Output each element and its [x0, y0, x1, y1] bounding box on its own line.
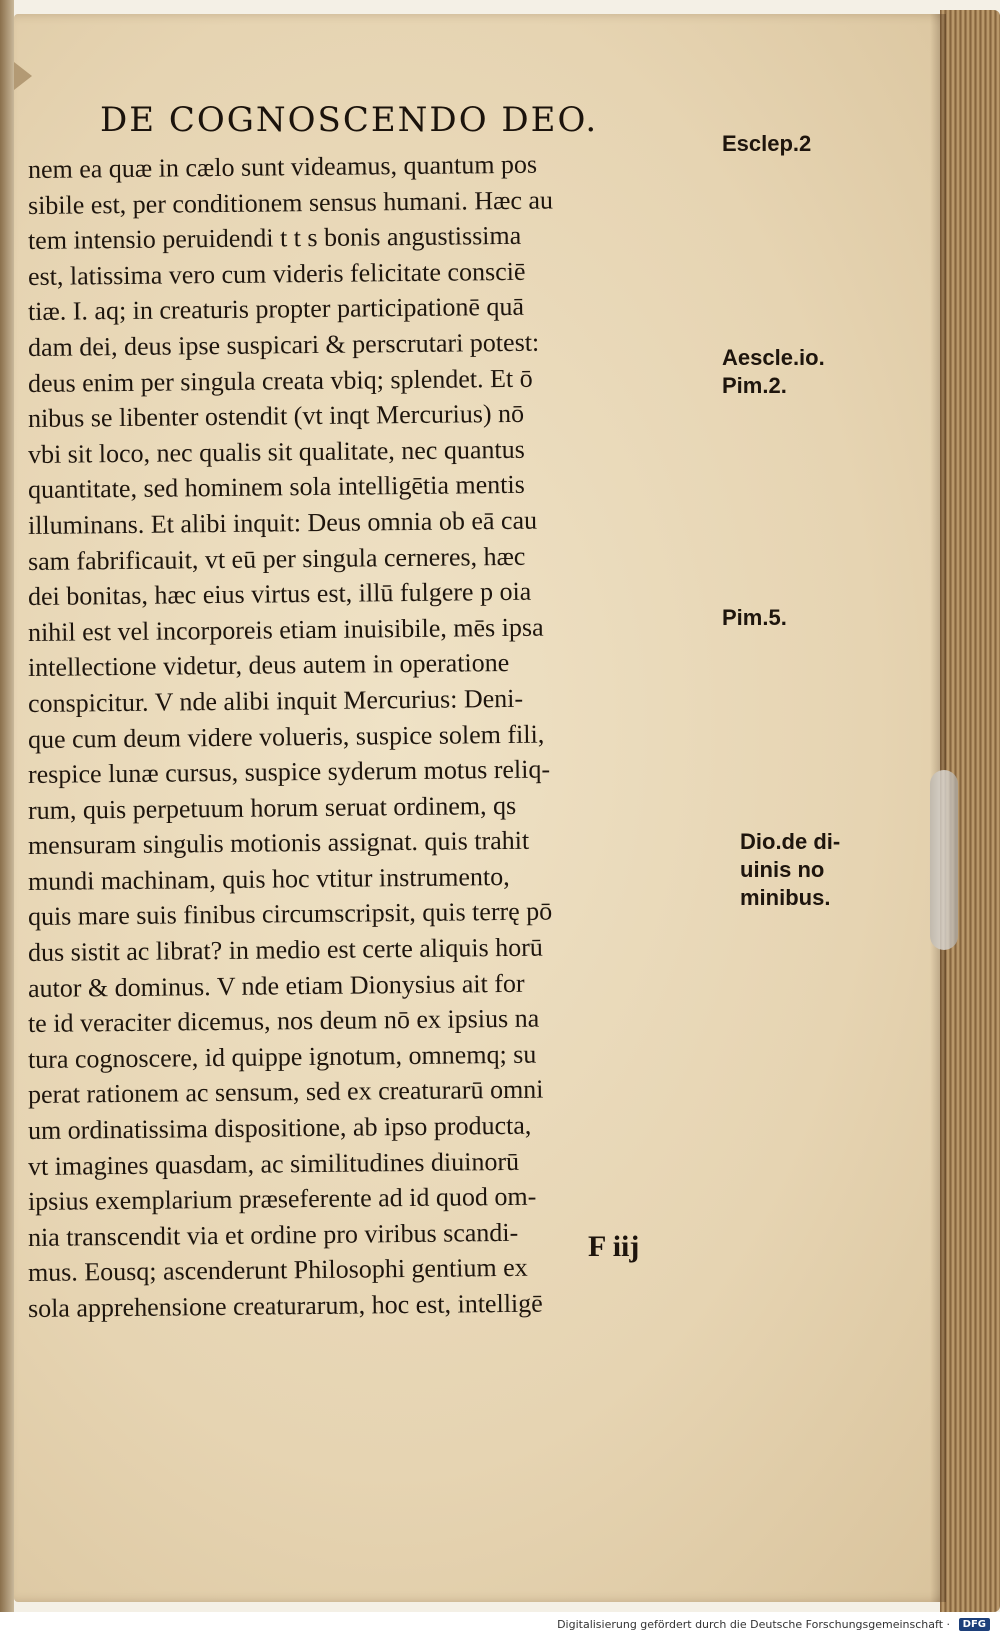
binding-edge	[0, 0, 14, 1612]
marginal-note-line: Pim.5.	[722, 605, 787, 630]
text-line: mus. Eousq; ascenderunt Philosophi gentium ex	[27, 1253, 528, 1288]
text-line: dam dei, deus ipse suspicari & perscrutari potest:	[27, 327, 540, 362]
corner-fold	[14, 62, 32, 90]
text-line: um ordinatissima dispositione, ab ipso producta,	[27, 1110, 532, 1146]
running-head: DE COGNOSCENDO DEO.	[100, 100, 599, 140]
text-line: illuminans. Et alibi inquit: Deus omnia ob eā cau	[27, 505, 538, 540]
digitization-footer	[0, 1612, 1000, 1642]
marginal-note-line: Aescle.io.	[722, 345, 825, 370]
marginal-note-line: minibus.	[740, 885, 831, 910]
text-line: nihil est vel incorporeis etiam inuisibile, mēs ipsa	[27, 612, 544, 647]
marginal-note-aescle	[722, 344, 825, 400]
text-line: dei bonitas, hæc eius virtus est, illū fulgere p oia	[27, 576, 532, 612]
text-line: vbi sit loco, nec qualis sit qualitate, nec quantus	[27, 434, 525, 469]
text-line: quantitate, sed hominem sola intelligētia mentis	[27, 470, 525, 505]
text-line: nibus se libenter ostendit (vt inqt Mercurius) nō	[27, 398, 525, 434]
marginal-note-line: Esclep.2	[722, 131, 812, 156]
page-clip	[930, 770, 958, 950]
text-line: autor & dominus. V nde etiam Dionysius ait for	[27, 968, 525, 1003]
text-line: rum, quis perpetuum horum seruat ordinem, qs	[27, 790, 517, 825]
marginal-note-esclep	[722, 130, 811, 158]
text-line: deus enim per singula creata vbiq; splendet. Et ō	[27, 363, 533, 398]
marginal-note-line: uinis no	[740, 857, 825, 882]
text-line: tem intensio peruidendi t t s bonis angustissima	[27, 221, 522, 256]
text-line: nem ea quæ in cælo sunt videamus, quantum pos	[27, 149, 538, 184]
text-line: mensuram singulis motionis assignat. quis trahit	[27, 826, 530, 861]
text-line: respice lunæ cursus, suspice syderum motus reliq-	[27, 754, 551, 790]
text-line: vt imagines quasdam, ac similitudines diuinorū	[27, 1146, 520, 1181]
funding-notice: Digitalisierung gefördert durch die Deutsche Forschungsgemeinschaft ·	[557, 1618, 950, 1631]
text-line: sola apprehensione creaturarum, hoc est, intelligē	[27, 1288, 543, 1323]
marginal-note-pim	[722, 604, 787, 632]
text-line: quis mare suis finibus circumscripsit, quis terrę pō	[27, 896, 553, 932]
signature-mark: F iij	[588, 1230, 640, 1263]
marginal-note-line: Dio.de di-	[740, 829, 841, 854]
text-line: tiæ. I. aq; in creaturis propter participationē quā	[27, 292, 525, 327]
marginal-note-dionysius	[740, 828, 840, 912]
text-line: intellectione videtur, deus autem in operatione	[27, 648, 510, 683]
text-line: conspicitur. V nde alibi inquit Mercurius: Deni-	[27, 683, 524, 718]
text-line: sibile est, per conditionem sensus humani. Hæc au	[27, 185, 554, 220]
text-line: que cum deum videre volueris, suspice solem fili,	[27, 719, 545, 754]
dfg-logo: DFG	[959, 1618, 990, 1631]
text-line: perat rationem ac sensum, sed ex creaturarū omni	[27, 1075, 544, 1110]
text-line: te id veraciter dicemus, nos deum nō ex ipsius na	[27, 1003, 540, 1039]
text-line: dus sistit ac librat? in medio est certe aliquis horū	[27, 932, 543, 968]
text-line: mundi machinam, quis hoc vtitur instrumento,	[27, 861, 510, 896]
body-text	[27, 149, 718, 1327]
text-line: est, latissima vero cum videris felicitate consciē	[27, 256, 526, 291]
text-line: tura cognoscere, id quippe ignotum, omnemq; su	[27, 1039, 537, 1074]
text-line: sam fabrificauit, vt eū per singula cerneres, hæc	[27, 541, 526, 576]
marginal-note-line: Pim.2.	[722, 373, 787, 398]
text-line: nia transcendit via et ordine pro viribus scandi-	[27, 1217, 519, 1252]
text-line: ipsius exemplarium præseferente ad id quod om-	[27, 1181, 537, 1217]
